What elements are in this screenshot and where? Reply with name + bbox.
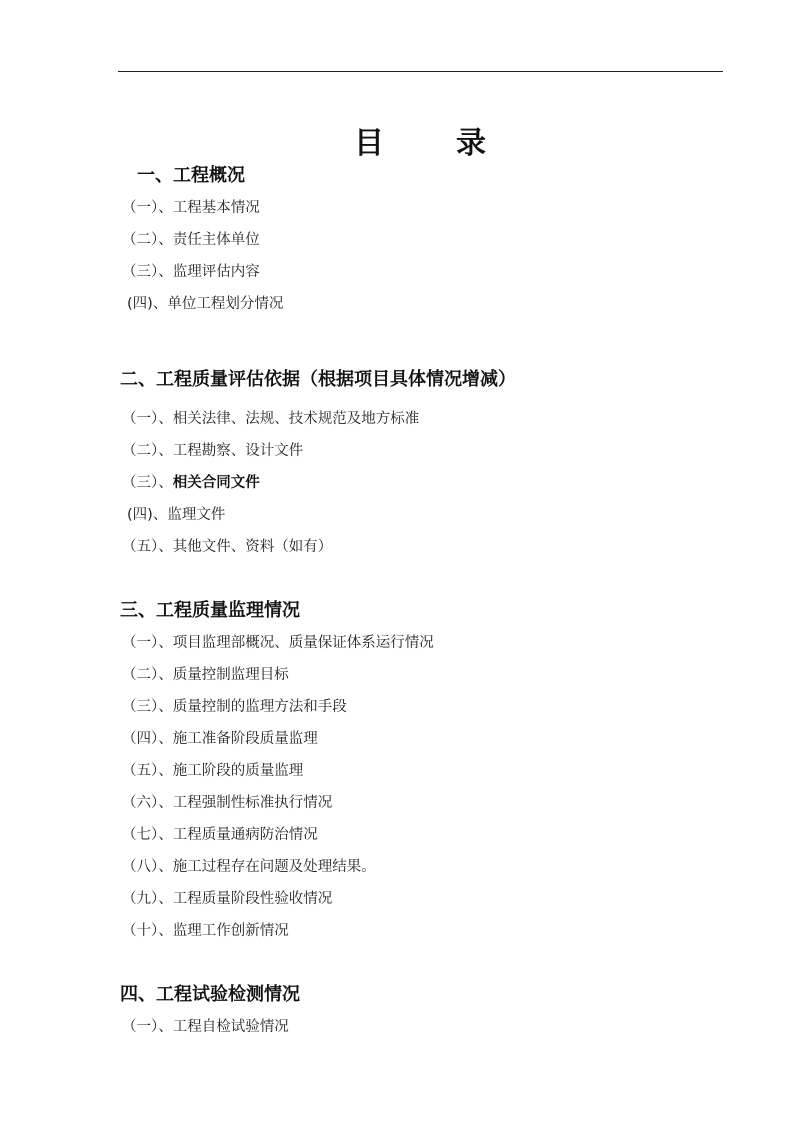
toc-item[interactable] — [122, 476, 260, 491]
toc-item[interactable]: （二）、责任主体单位 — [122, 232, 260, 248]
toc-item[interactable]: （五）、施工阶段的质量监理 — [122, 763, 304, 779]
section-heading-4: 四、工程试验检测情况 — [120, 984, 300, 1005]
title-char-1: 目 — [354, 126, 384, 161]
toc-item[interactable]: （五）、其他文件、资料（如有） — [122, 539, 333, 555]
toc-item[interactable]: （一）、项目监理部概况、质量保证体系运行情况 — [122, 635, 434, 651]
toc-item-prefix: （三）、 — [122, 475, 173, 491]
section-heading-1: 一、工程概况 — [137, 165, 245, 186]
toc-item[interactable]: (四)、监理文件 — [127, 507, 226, 523]
toc-item[interactable]: （八）、施工过程存在问题及处理结果。 — [122, 859, 376, 875]
title-char-2: 录 — [456, 126, 486, 161]
toc-item[interactable]: （三）、质量控制的监理方法和手段 — [122, 699, 347, 715]
toc-item[interactable]: （三）、监理评估内容 — [122, 264, 260, 280]
header-rule — [118, 71, 723, 72]
toc-item[interactable]: （四）、施工准备阶段质量监理 — [122, 731, 318, 747]
toc-item[interactable]: （二）、工程勘察、设计文件 — [122, 443, 304, 459]
toc-item[interactable]: （十）、监理工作创新情况 — [122, 923, 289, 939]
toc-item[interactable]: （七）、工程质量通病防治情况 — [122, 827, 318, 843]
toc-item[interactable]: （一）、工程基本情况 — [122, 200, 260, 216]
section-heading-2: 二、工程质量评估依据（根据项目具体情况增减） — [120, 369, 516, 390]
toc-item[interactable]: (四)、单位工程划分情况 — [127, 296, 284, 312]
toc-item[interactable]: （一）、相关法律、法规、技术规范及地方标准 — [122, 411, 420, 427]
toc-item[interactable]: （九）、工程质量阶段性验收情况 — [122, 891, 333, 907]
section-heading-3: 三、工程质量监理情况 — [120, 600, 300, 621]
toc-item[interactable]: （一）、工程自检试验情况 — [122, 1019, 289, 1035]
toc-item-bold-label: 相关合同文件 — [172, 475, 260, 491]
toc-item[interactable]: （二）、质量控制监理目标 — [122, 667, 289, 683]
toc-item[interactable]: （六）、工程强制性标准执行情况 — [122, 795, 333, 811]
